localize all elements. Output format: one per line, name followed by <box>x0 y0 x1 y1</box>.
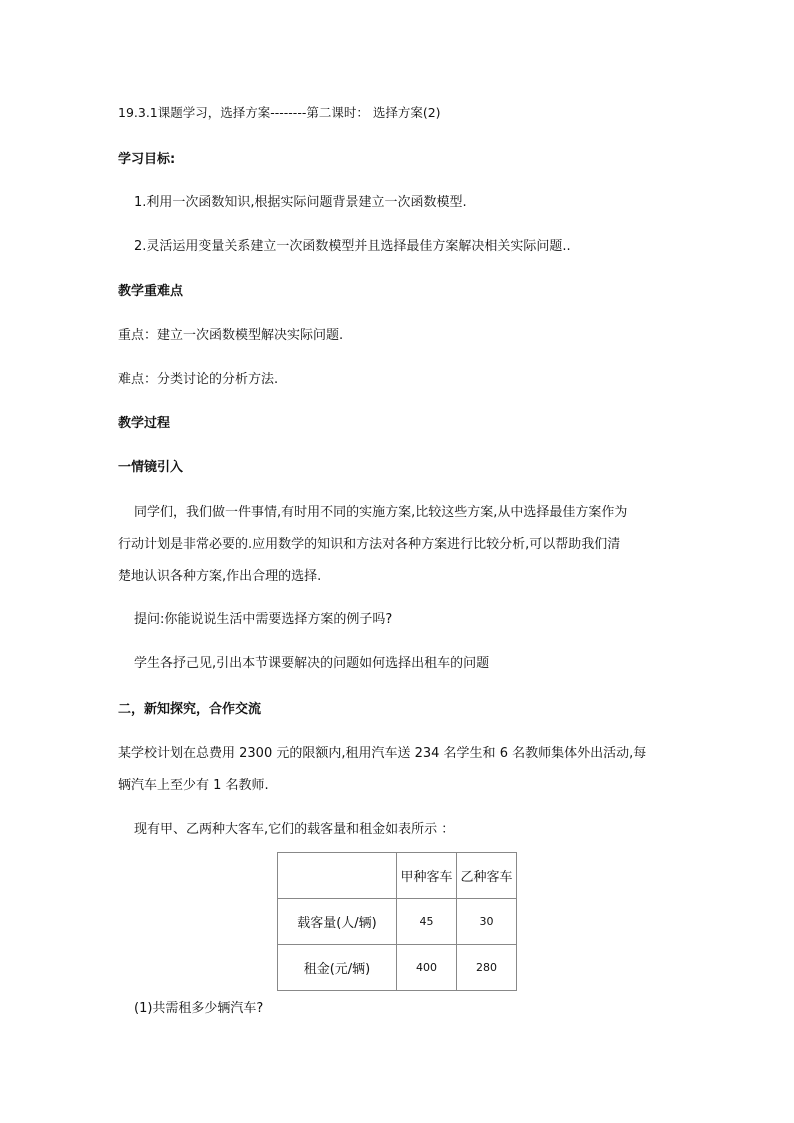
lesson-title: 19.3.1课题学习，选择方案--------第二课时： 选择方案(2) <box>118 105 441 120</box>
objective-item: 2.灵活运用变量关系建立一次函数模型并且选择最佳方案解决相关实际问题.. <box>134 239 571 254</box>
objective-item: 1.利用一次函数知识,根据实际问题背景建立一次函数模型. <box>134 195 467 210</box>
problem-line: 某学校计划在总费用 2300 元的限额内,租用汽车送 234 名学生和 6 名教师集体外出活动,每 <box>118 746 647 761</box>
table-row <box>278 899 517 945</box>
section1-heading: 一情镜引入 <box>118 460 184 475</box>
table-header-cell: 乙种客车 <box>457 853 517 899</box>
table-cell: 280 <box>457 945 517 991</box>
table-intro: 现有甲、乙两种大客车,它们的载客量和租金如表所示 ： <box>134 822 455 837</box>
process-heading: 教学过程 <box>118 416 171 431</box>
intro-paragraph-line: 楚地认识各种方案,作出合理的选择. <box>118 569 322 584</box>
table-header-cell <box>278 853 397 899</box>
table-cell: 45 <box>397 899 457 945</box>
intro-paragraph-line: 同学们，我们做一件事情,有时用不同的实施方案,比较这些方案,从中选择最佳方案作为 <box>134 505 628 520</box>
objectives-heading: 学习目标: <box>118 152 176 167</box>
question-1: (1)共需租多少辆汽车? <box>134 1001 264 1016</box>
table-cell: 租金(元/辆) <box>278 945 397 991</box>
intro-paragraph-line: 行动计划是非常必要的.应用数学的知识和方法对各种方案进行比较分析,可以帮助我们清 <box>118 537 621 552</box>
table-cell: 载客量(人/辆) <box>278 899 397 945</box>
question-text: 提问:你能说说生活中需要选择方案的例子吗? <box>134 612 393 627</box>
table-cell: 400 <box>397 945 457 991</box>
bus-rental-table <box>277 852 517 991</box>
section2-heading: 二，新知探究，合作交流 <box>118 702 262 717</box>
table-cell: 30 <box>457 899 517 945</box>
key-point: 重点：建立一次函数模型解决实际问题. <box>118 328 344 343</box>
focus-heading: 教学重难点 <box>118 284 184 299</box>
difficulty-point: 难点：分类讨论的分析方法. <box>118 372 279 387</box>
problem-line: 辆汽车上至少有 1 名教师. <box>118 778 269 793</box>
response-text: 学生各抒己见,引出本节课要解决的问题如何选择出租车的问题 <box>134 656 490 671</box>
table-header-row <box>278 853 517 899</box>
table-row <box>278 945 517 991</box>
table-header-cell: 甲种客车 <box>397 853 457 899</box>
